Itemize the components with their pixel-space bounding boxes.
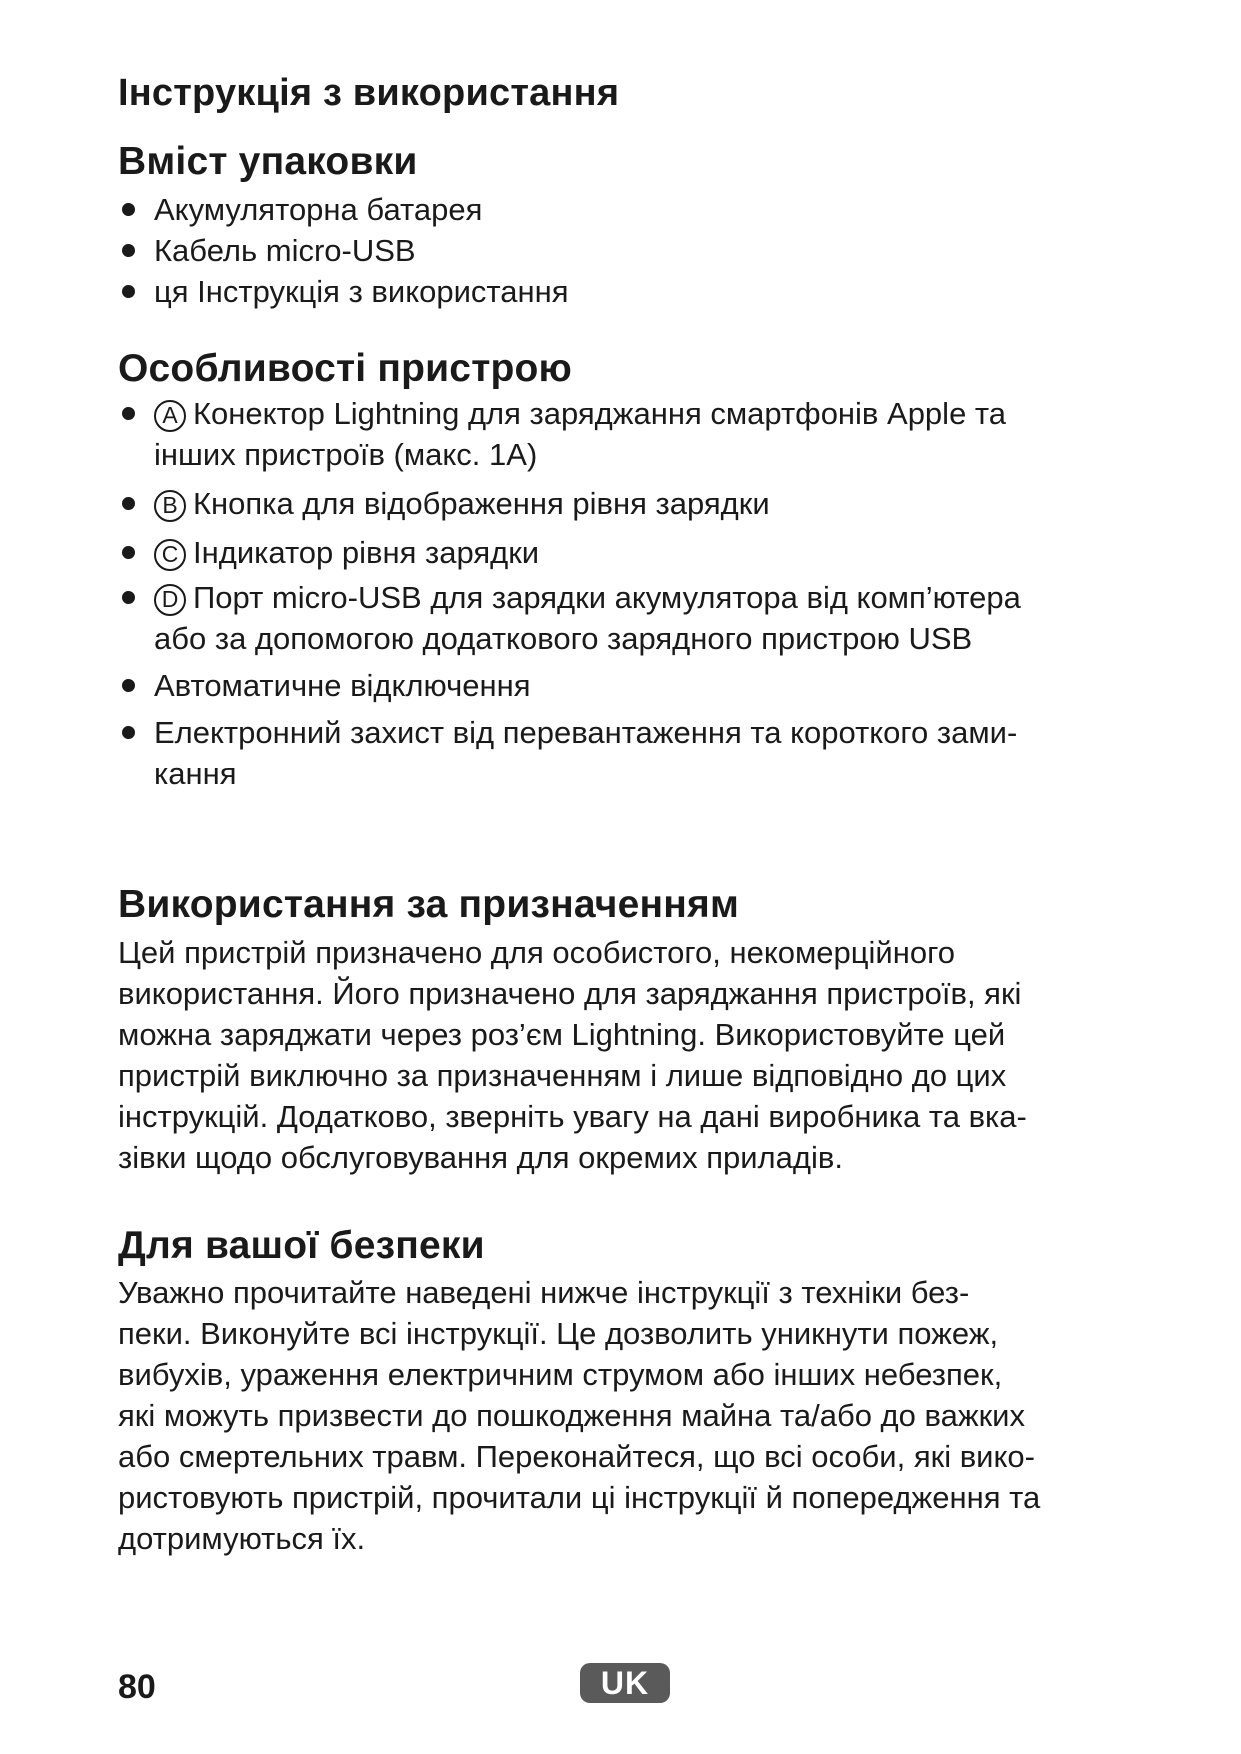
paragraph-line: дотримуються їх.	[118, 1521, 366, 1556]
manual-page	[118, 0, 1118, 1754]
list-item-text: Індикатор рівня зарядки	[193, 535, 540, 570]
list-item-text: Конектор Lightning для заряджання смартфонів Apple та	[193, 396, 1007, 431]
features-list	[118, 393, 1021, 794]
safety-heading: Для вашої безпеки	[118, 1224, 485, 1267]
list-item: ця Інструкція з використання	[118, 271, 569, 312]
list-item	[118, 712, 1021, 794]
paragraph-line: можна заряджати через роз’єм Lightning. Використовуйте цей	[118, 1017, 1006, 1052]
list-item-text: Електронний захист від перевантаження та короткого зами-	[154, 715, 1018, 750]
list-item-text: або за допомогою додаткового зарядного пристрою USB	[154, 621, 973, 656]
features-heading: Особливості пристрою	[118, 347, 573, 390]
paragraph-line: інструкцій. Додатково, зверніть увагу на дані виробника та вка-	[118, 1099, 1027, 1134]
list-item: Акумуляторна батарея	[118, 189, 569, 230]
intended-use-heading: Використання за призначенням	[118, 883, 740, 926]
list-item-text: Автоматичне відключення	[154, 668, 531, 703]
paragraph-line: пристрій виключно за призначенням і лише відповідно до цих	[118, 1058, 1007, 1093]
marker-a-icon: A	[154, 400, 186, 432]
list-item: Кабель micro-USB	[118, 230, 569, 271]
paragraph-line: Цей пристрій призначено для особистого, некомерційного	[118, 935, 955, 970]
list-item	[118, 577, 1021, 659]
paragraph-line: пеки. Виконуйте всі інструкції. Це дозволить уникнути пожеж,	[118, 1316, 999, 1351]
list-item-text: Кнопка для відображення рівня зарядки	[193, 486, 770, 521]
paragraph-line: ристовують пристрій, прочитали ці інструкції й попередження та	[118, 1480, 1041, 1515]
list-item	[118, 665, 1021, 706]
list-item-text: Порт micro-USB для зарядки акумулятора від комп’ютера	[193, 580, 1021, 615]
list-item	[118, 393, 1021, 475]
page-number: 80	[118, 1668, 156, 1706]
language-badge: UK	[580, 1663, 670, 1703]
paragraph-line: вибухів, ураження електричним струмом або інших небезпек,	[118, 1357, 1003, 1392]
package-heading: Вміст упаковки	[118, 140, 418, 183]
intended-use-paragraph	[118, 932, 1078, 1178]
package-contents-list	[118, 189, 569, 312]
marker-b-icon: B	[154, 490, 186, 522]
paragraph-line: Уважно прочитайте наведені нижче інструкції з техніки без-	[118, 1275, 970, 1310]
paragraph-line: які можуть призвести до пошкодження майна та/або до важких	[118, 1398, 1025, 1433]
paragraph-line: зівки щодо обслуговування для окремих приладів.	[118, 1140, 843, 1175]
list-item-text: інших пристроїв (макс. 1A)	[154, 437, 538, 472]
safety-paragraph	[118, 1272, 1078, 1559]
paragraph-line: використання. Його призначено для заряджання пристроїв, які	[118, 976, 1022, 1011]
paragraph-line: або смертельних травм. Переконайтеся, що всі особи, які вико-	[118, 1439, 1035, 1474]
list-item	[118, 483, 1021, 524]
list-item-text: кання	[154, 756, 237, 791]
document-title: Інструкція з використання	[118, 72, 620, 114]
marker-c-icon: C	[154, 539, 186, 571]
marker-d-icon: D	[154, 584, 186, 616]
list-item	[118, 532, 1021, 573]
